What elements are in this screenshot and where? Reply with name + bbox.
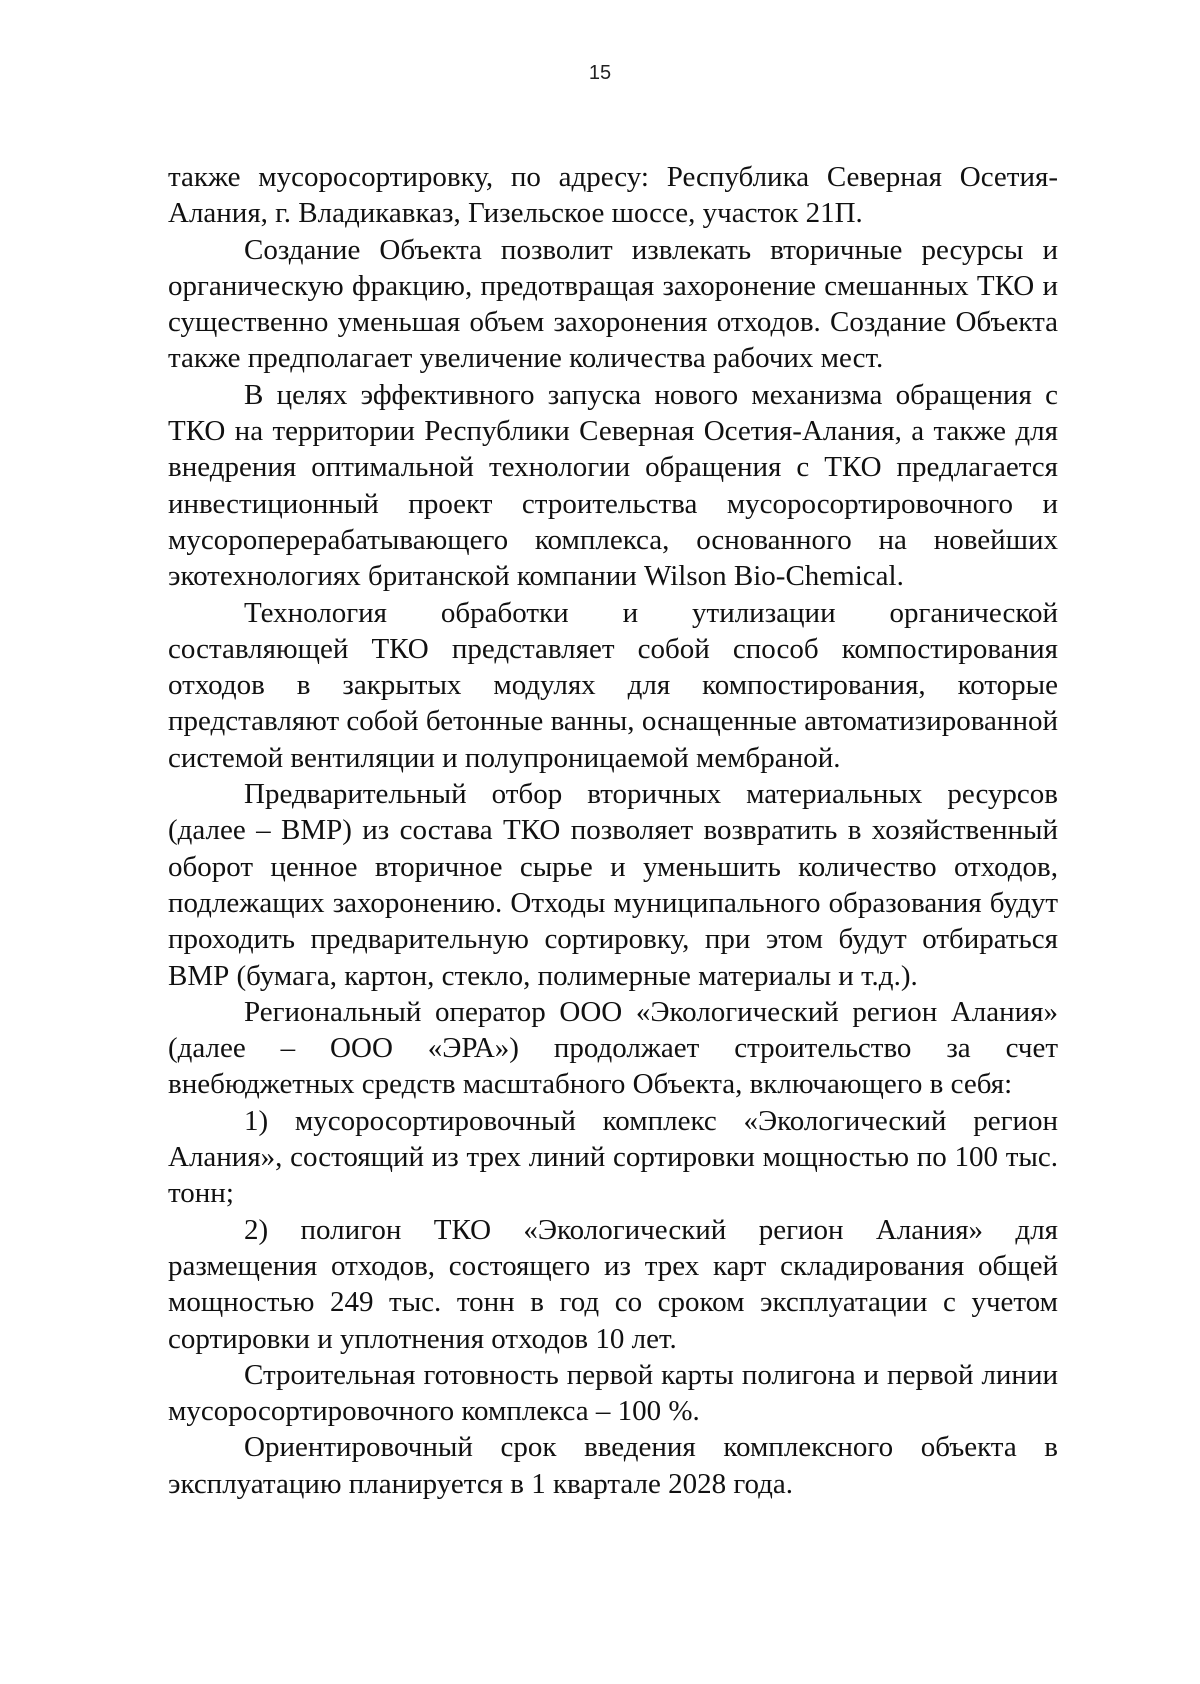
paragraph: В целях эффективного запуска нового механизма обращения с ТКО на территории Республики Северная Осетия-Алания, а также для внедрения оптимальной технологии обращения с ТКО предлагается инвестиционный проект строительства мусоросортировочного и мусороперерабатывающего комплекса, основанного на новейших экотехнологиях британской компании Wilson Bio-Chemical.: [168, 378, 1058, 593]
paragraph: Создание Объекта позволит извлекать вторичные ресурсы и органическую фракцию, предотвращая захоронение смешанных ТКО и существенно уменьшая объем захоронения отходов. Создание Объекта также предполагает увеличение количества рабочих мест.: [168, 233, 1058, 375]
list-item: 2) полигон ТКО «Экологический регион Алания» для размещения отходов, состоящего из трех карт складирования общей мощностью 249 тыс. тонн в год со сроком эксплуатации с учетом сортировки и уплотнения отходов 10 лет.: [168, 1213, 1058, 1355]
paragraph: Ориентировочный срок введения комплексного объекта в эксплуатацию планируется в 1 квартале 2028 года.: [168, 1431, 1058, 1500]
document-body: [168, 159, 1058, 1502]
list-item: 1) мусоросортировочный комплекс «Экологический регион Алания», состоящий из трех линий сортировки мощностью по 100 тыс. тонн;: [168, 1104, 1058, 1210]
paragraph: Технология обработки и утилизации органической составляющей ТКО представляет собой способ компостирования отходов в закрытых модулях для компостирования, которые представляют собой бетонные ванны, оснащенные автоматизированной системой вентиляции и полупроницаемой мембраной.: [168, 596, 1058, 774]
page-number: 15: [588, 62, 612, 84]
paragraph-continued: также мусоросортировку, по адресу: Республика Северная Осетия-Алания, г. Владикавказ, Гизельское шоссе, участок 21П.: [168, 161, 1058, 230]
paragraph: Региональный оператор ООО «Экологический регион Алания» (далее – ООО «ЭРА») продолжает строительство за счет внебюджетных средств масштабного Объекта, включающего в себя:: [168, 995, 1058, 1101]
paragraph: Предварительный отбор вторичных материальных ресурсов (далее – ВМР) из состава ТКО позволяет возвратить в хозяйственный оборот ценное вторичное сырье и уменьшить количество отходов, подлежащих захоронению. Отходы муниципального образования будут проходить предварительную сортировку, при этом будут отбираться ВМР (бумага, картон, стекло, полимерные материалы и т.д.).: [168, 778, 1058, 992]
paragraph: Строительная готовность первой карты полигона и первой линии мусоросортировочного комплекса – 100 %.: [168, 1358, 1058, 1428]
